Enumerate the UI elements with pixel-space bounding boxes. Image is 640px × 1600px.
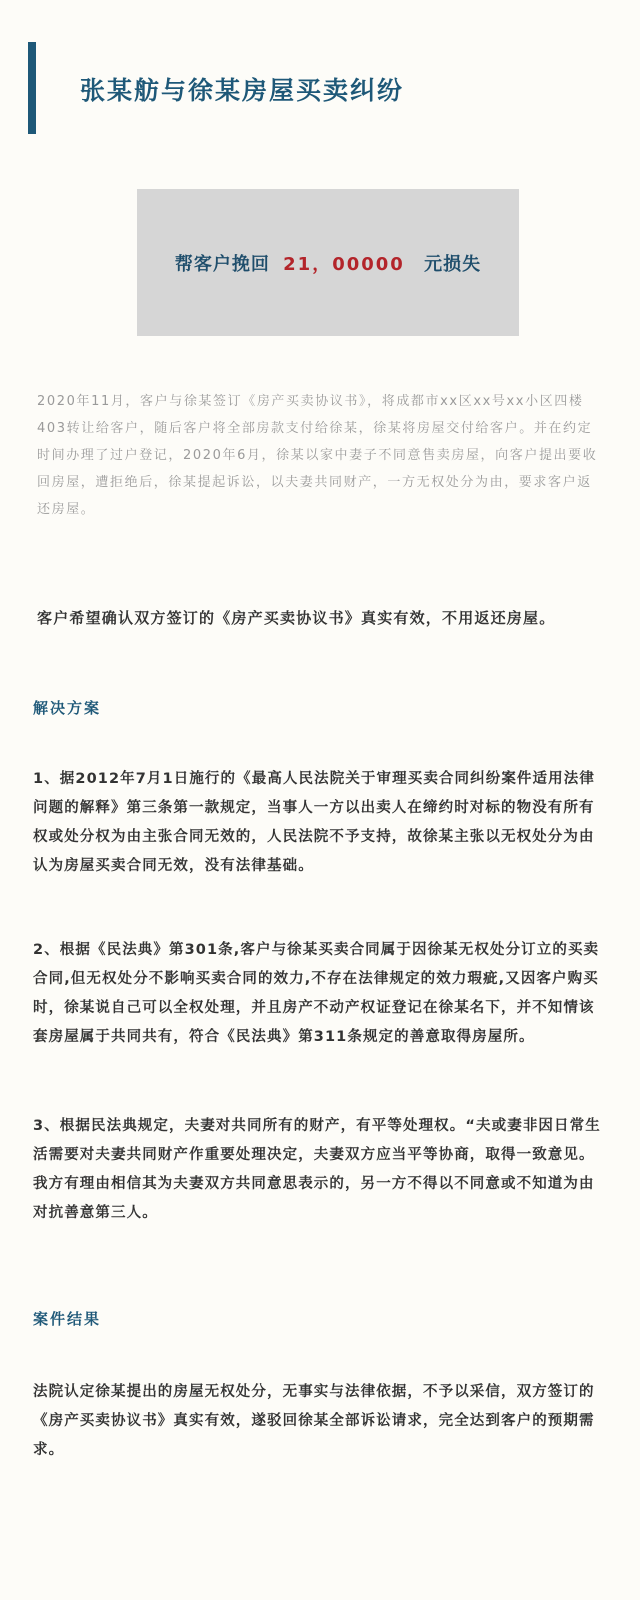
title-accent-bar: [28, 42, 36, 134]
banner-text: [175, 250, 481, 276]
result-text: 法院认定徐某提出的房屋无权处分，无事实与法律依据，不予以采信，双方签订的《房产买卖协议书》真实有效，遂驳回徐某全部诉讼请求，完全达到客户的预期需求。: [33, 1384, 595, 1458]
page-title: 张某舫与徐某房屋买卖纠纷: [80, 76, 405, 105]
solution-point-3: 3、根据民法典规定，夫妻对共同所有的财产，有平等处理权。“夫或妻非因日常生活需要对夫妻共同财产作重要处理决定，夫妻双方应当平等协商，取得一致意见。我方有理由相信其为夫妻双方共同意思表示的，另一方不得以不同意或不知道为由对抗善意第三人。: [33, 1118, 601, 1221]
banner-suffix: 元损失: [424, 253, 482, 275]
solution-point-1: 1、据2012年7月1日施行的《最高人民法院关于审理买卖合同纠纷案件适用法律问题的解释》第三条第一款规定，当事人一方以出卖人在缔约时对标的物没有所有权或处分权为由主张合同无效的，人民法院不予支持，故徐某主张以无权处分为由认为房屋买卖合同无效，没有法律基础。: [33, 771, 595, 874]
result-heading: 案件结果: [33, 1310, 102, 1328]
result-banner: [137, 189, 519, 336]
solution-heading: 解决方案: [33, 699, 102, 717]
banner-amount: 21，00000: [283, 253, 405, 275]
solution-point-2: 2、根据《民法典》第301条,客户与徐某买卖合同属于因徐某无权处分订立的买卖合同,但无权处分不影响买卖合同的效力,不存在法律规定的效力瑕疵,又因客户购买时，徐某说自己可以全权处理，并且房产不动产权证登记在徐某名下，并不知情该套房屋属于共同共有，符合《民法典》第311条规定的善意取得房屋所。: [33, 942, 600, 1045]
banner-prefix: 帮客户挽回: [174, 253, 270, 275]
client-goal: 客户希望确认双方签订的《房产买卖协议书》真实有效，不用返还房屋。: [37, 609, 556, 627]
case-background: 2020年11月，客户与徐某签订《房产买卖协议书》，将成都市xx区xx号xx小区四楼403转让给客户，随后客户将全部房款支付给徐某，徐某将房屋交付给客户。并在约定时间办理了过户登记，2020年6月，徐某以家中妻子不同意售卖房屋，向客户提出要收回房屋，遭拒绝后，徐某提起诉讼，以夫妻共同财产，一方无权处分为由，要求客户返还房屋。: [37, 394, 598, 517]
